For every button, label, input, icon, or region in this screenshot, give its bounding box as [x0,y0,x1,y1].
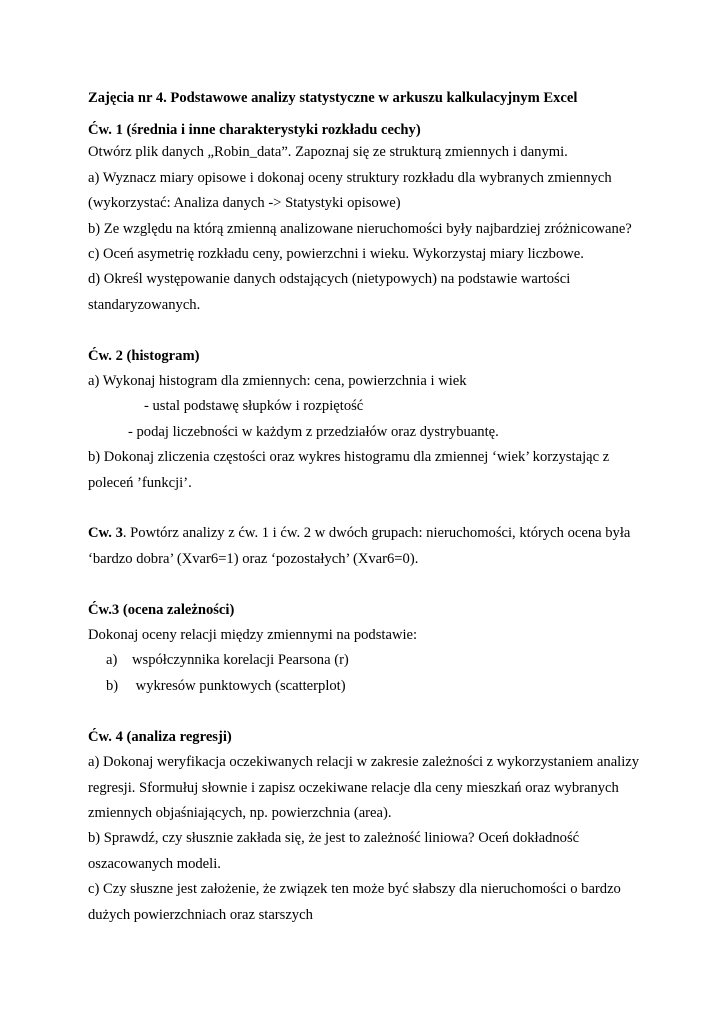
list-item [88,674,688,699]
document-page [88,86,688,928]
ex3a-label: Cw. 3 [88,525,123,542]
spacer [88,496,688,521]
ex2-item-b-line1: b) Dokonaj zliczenia częstości oraz wykres histogramu dla zmiennej ‘wiek’ korzystając z [88,449,610,466]
spacer [88,699,688,724]
ex1-item-a-line1: a) Wyznacz miary opisowe i dokonaj oceny struktury rozkładu dla wybranych zmiennych [88,169,612,186]
spacer [88,318,688,343]
ex3a-line1 [88,521,688,546]
spacer [88,572,688,597]
list-item-text: współczynnika korelacji Pearsona (r) [132,652,349,669]
ex2-heading: Ćw. 2 (histogram) [88,347,200,364]
ex4-item-c-line2: dużych powierzchniach oraz starszych [88,906,313,923]
ex1-item-c: c) Oceń asymetrię rozkładu ceny, powierzchni i wieku. Wykorzystaj miary liczbowe. [88,246,584,263]
ex3a-text: . Powtórz analizy z ćw. 1 i ćw. 2 w dwóch grupach: nieruchomości, których ocena była [122,525,631,542]
document-title: Zajęcia nr 4. Podstawowe analizy statystyczne w arkuszu kalkulacyjnym Excel [88,90,578,106]
list-marker: b) [106,677,119,694]
ex1-item-a-line2: (wykorzystać: Analiza danych -> Statystyki opisowe) [88,195,401,212]
list-marker: a) [106,652,118,669]
spacer [88,111,688,121]
ex4-item-b-line2: oszacowanych modeli. [88,855,221,872]
ex1-heading: Ćw. 1 (średnia i inne charakterystyki rozkładu cechy) [88,122,421,139]
ex3a-line2: ‘bardzo dobra’ (Xvar6=1) oraz ‘pozostałych’ (Xvar6=0). [88,550,419,567]
ex1-intro: Otwórz plik danych „Robin_data”. Zapoznaj się ze strukturą zmiennych i danymi. [88,144,568,161]
ex1-item-d-line1: d) Określ występowanie danych odstających (nietypowych) na podstawie wartości [88,271,571,288]
ex2-item-a: a) Wykonaj histogram dla zmiennych: cena, powierzchnia i wiek [88,373,467,390]
ex2-subitem-1: - ustal podstawę słupków i rozpiętość [144,398,364,415]
ex2-item-b-line2: poleceń ’funkcji’. [88,474,192,491]
list-item-text: wykresów punktowych (scatterplot) [132,677,346,694]
ex4-item-a-line1: a) Dokonaj weryfikacja oczekiwanych relacji w zakresie zależności z wykorzystaniem analizy [88,754,640,771]
ex4-item-a-line2: regresji. Sformułuj słownie i zapisz oczekiwane relacje dla ceny mieszkań oraz wybranych [88,779,619,796]
ex4-item-c-line1: c) Czy słuszne jest założenie, że związek ten może być słabszy dla nieruchomości o bardzo [88,881,621,898]
ex2-subitem-2: - podaj liczebności w każdym z przedziałów oraz dystrybuantę. [128,423,499,440]
ex1-item-b: b) Ze względu na którą zmienną analizowane nieruchomości były najbardziej zróżnicowane? [88,220,632,237]
ex4-heading: Ćw. 4 (analiza regresji) [88,728,232,745]
ex4-item-a-line3: zmiennych objaśniających, np. powierzchnia (area). [88,804,392,821]
ex3b-intro: Dokonaj oceny relacji między zmiennymi na podstawie: [88,627,418,644]
list-item [88,648,688,673]
ex4-item-b-line1: b) Sprawdź, czy słusznie zakłada się, że jest to zależność liniowa? Oceń dokładność [88,830,580,847]
ex1-item-d-line2: standaryzowanych. [88,296,201,313]
ex3b-heading: Ćw.3 (ocena zależności) [88,601,235,618]
